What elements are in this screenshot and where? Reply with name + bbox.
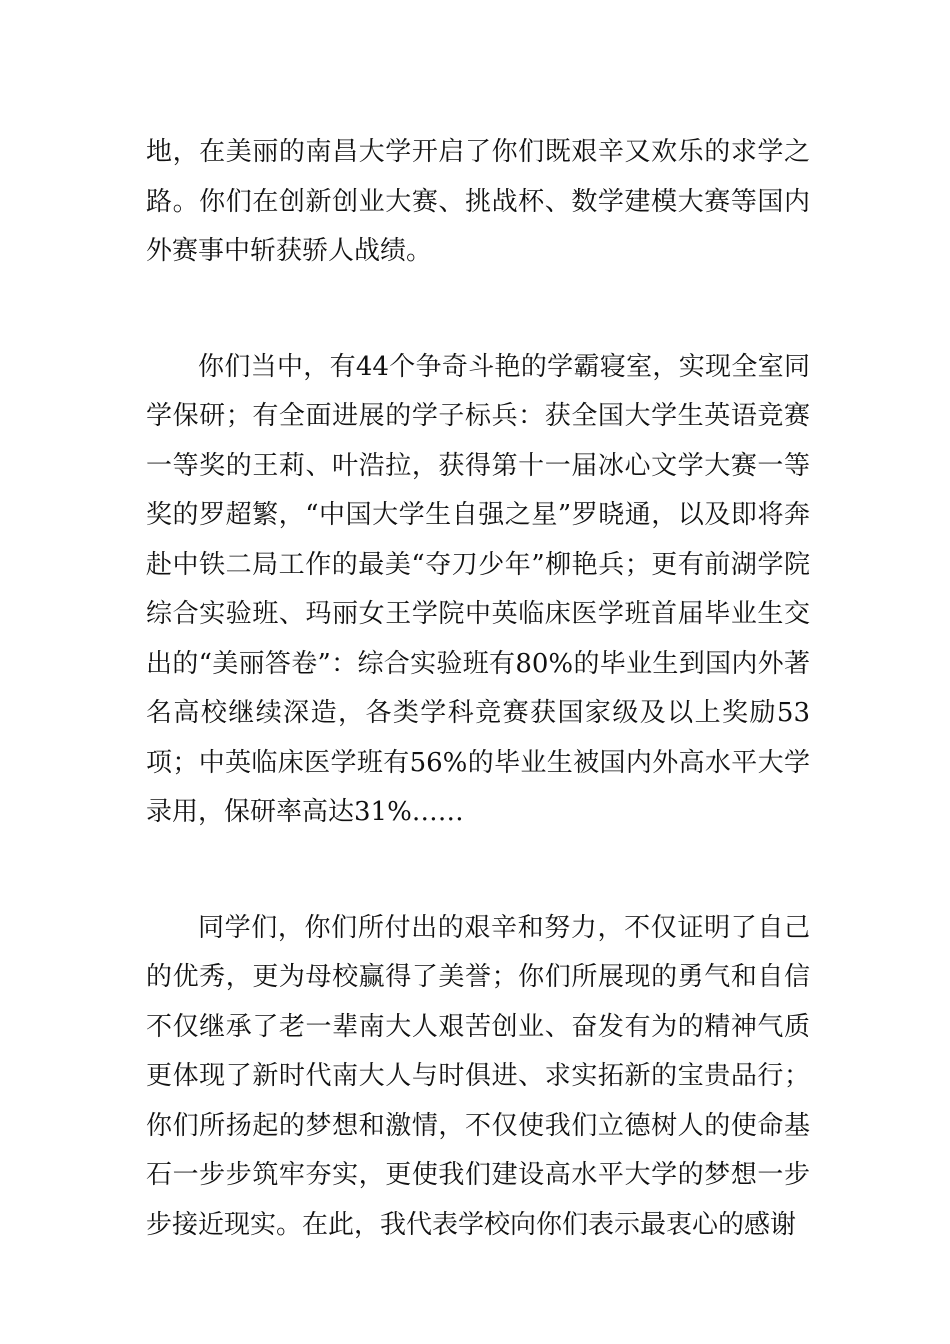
paragraph-continuation: 地，在美丽的南昌大学开启了你们既艰辛又欢乐的求学之路。你们在创新创业大赛、挑战杯、数学建模大赛等国内外赛事中斩获骄人战绩。 xyxy=(146,137,810,266)
paragraph-achievements: 你们当中，有44个争奇斗艳的学霸寝室，实现全室同学保研；有全面进展的学子标兵：获全国大学生英语竞赛一等奖的王莉、叶浩拉，获得第十一届冰心文学大赛一等奖的罗超繁，“中国大学生自强之星”罗晓通，以及即将奔赴中铁二局工作的最美“夺刀少年”柳艳兵；更有前湖学院综合实验班、玛丽女王学院中英临床医学班首届毕业生交出的“美丽答卷”：综合实验班有80%的毕业生到国内外著名高校继续深造，各类学科竞赛获国家级及以上奖励53项；中英临床医学班有56%的毕业生被国内外高水平大学录用，保研率高达31%…… xyxy=(146,351,810,827)
document-body xyxy=(146,128,810,1250)
paragraph-thanks: 同学们，你们所付出的艰辛和努力，不仅证明了自己的优秀，更为母校赢得了美誉；你们所展现的勇气和自信不仅继承了老一辈南大人艰苦创业、奋发有为的精神气质更体现了新时代南大人与时俱进、求实拓新的宝贵品行；你们所扬起的梦想和激情，不仅使我们立德树人的使命基石一步步筑牢夯实，更使我们建设高水平大学的梦想一步步接近现实。在此，我代表学校向你们表示最衷心的感谢 xyxy=(146,912,810,1240)
